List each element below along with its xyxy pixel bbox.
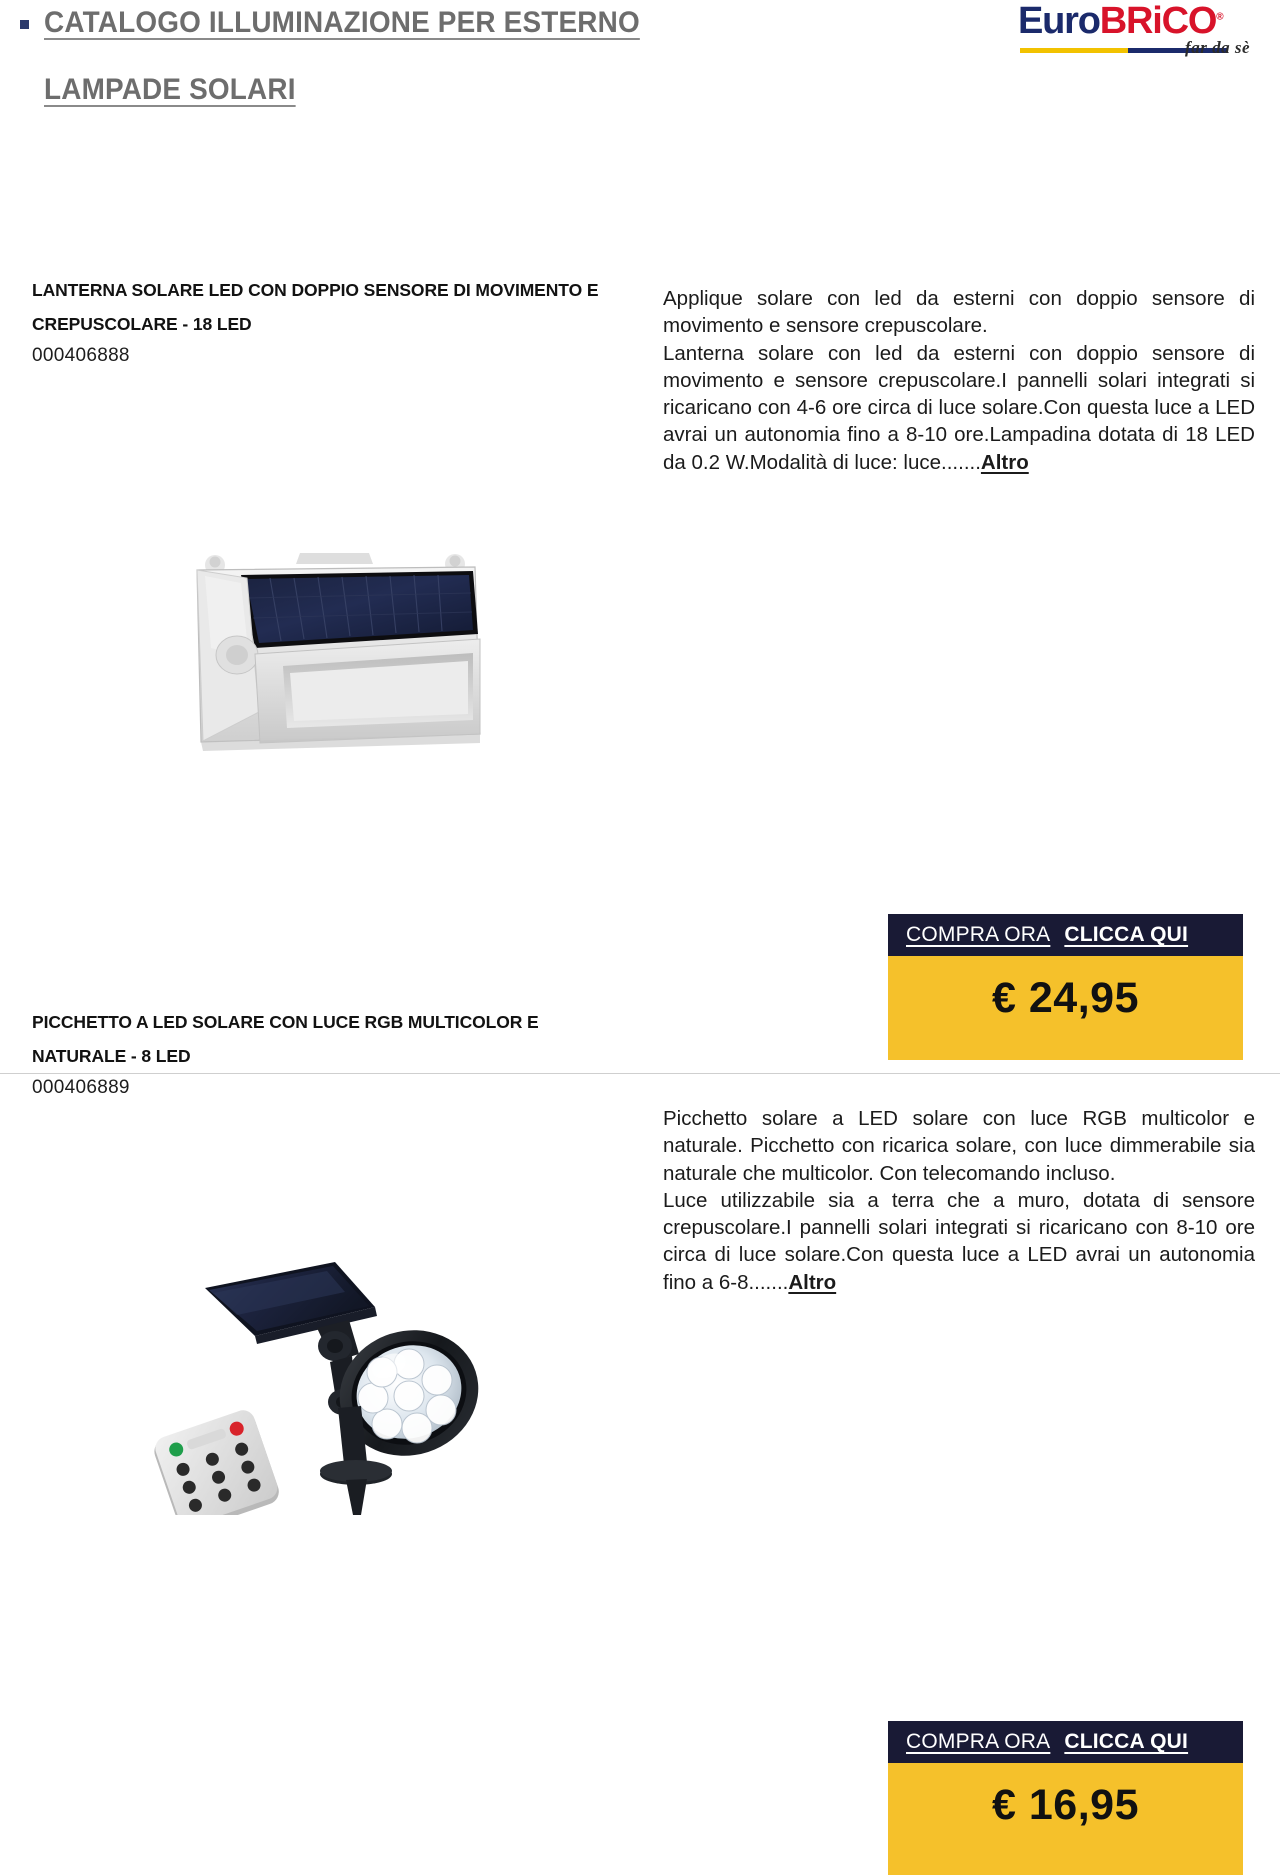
price-value: € 24,95 (992, 974, 1139, 1022)
buy-now-label: COMPRA ORA (906, 1730, 1051, 1753)
click-here-label[interactable]: CLICCA QUI (1064, 1730, 1189, 1753)
buy-now-banner[interactable] (888, 914, 1243, 956)
product-description-paragraph-2 (663, 340, 1255, 476)
catalog-title-line-2: LAMPADE SOLARI (44, 73, 296, 106)
description-body-text: Luce utilizzabile sia a terra che a muro, dotata di sensore crepuscolare.I pannelli solari integrati si ricaricano con 8-10 ore circa di luce solare.Con questa luce a LED avrai un autonomia fino a 6-8....... (663, 1188, 1255, 1294)
square-bullet-icon (20, 20, 29, 29)
product-title: LANTERNA SOLARE LED CON DOPPIO SENSORE DI MOVIMENTO E CREPUSCOLARE - 18 LED (32, 280, 599, 335)
logo-text-euro: Euro (1018, 0, 1100, 42)
price-panel (888, 1763, 1243, 1875)
price-box[interactable] (888, 1721, 1243, 1875)
description-body-text: Lanterna solare con led da esterni con doppio sensore di movimento e sensore crepuscolare.I pannelli solari integrati si ricaricano con 4-6 ore circa di luce solare.Con questa luce a LED avrai un autonomia fino a 8-10 ore.Lampadina dotata di 18 LED da 0.2 W.Modalità di luce: luce....... (663, 341, 1255, 474)
catalog-title-line-1: CATALOGO ILLUMINAZIONE PER ESTERNO (44, 6, 640, 39)
read-more-link[interactable]: Altro (788, 1270, 837, 1294)
product-title: PICCHETTO A LED SOLARE CON LUCE RGB MULTICOLOR E NATURALE - 8 LED (32, 1012, 539, 1067)
buy-now-banner[interactable] (888, 1721, 1243, 1763)
product-description (663, 1105, 1255, 1296)
logo-tagline: far da sè (1185, 38, 1250, 57)
product-description (663, 285, 1255, 476)
eurobrico-logo[interactable] (1018, 2, 1254, 64)
page-header (0, 0, 1280, 125)
product-code: 000406889 (32, 1077, 130, 1098)
page-title (44, 0, 685, 105)
read-more-link[interactable]: Altro (980, 450, 1029, 474)
logo-wordmark (1018, 2, 1254, 40)
price-panel (888, 956, 1243, 1060)
product-code: 000406888 (32, 345, 130, 366)
product-image (137, 1140, 497, 1515)
price-box[interactable] (888, 914, 1243, 1060)
buy-now-label: COMPRA ORA (906, 923, 1051, 946)
product-description-paragraph-1: Picchetto solare a LED solare con luce RGB multicolor e naturale. Picchetto con ricarica solare, con luce dimmerabile sia naturale che multicolor. Con telecomando incluso. (663, 1107, 1255, 1185)
product-description-paragraph-1: Applique solare con led da esterni con doppio sensore di movimento e sensore crepuscolare. (663, 287, 1255, 338)
registered-mark-icon: ® (1216, 11, 1223, 23)
click-here-label[interactable]: CLICCA QUI (1064, 923, 1189, 946)
product-description-paragraph-2 (663, 1187, 1255, 1296)
solar-spike-light-icon (137, 1140, 497, 1515)
product-image (137, 412, 497, 772)
solar-wall-lamp-icon (137, 412, 497, 772)
price-value: € 16,95 (992, 1781, 1139, 1829)
logo-text-brico: BRiCO (1099, 0, 1217, 42)
